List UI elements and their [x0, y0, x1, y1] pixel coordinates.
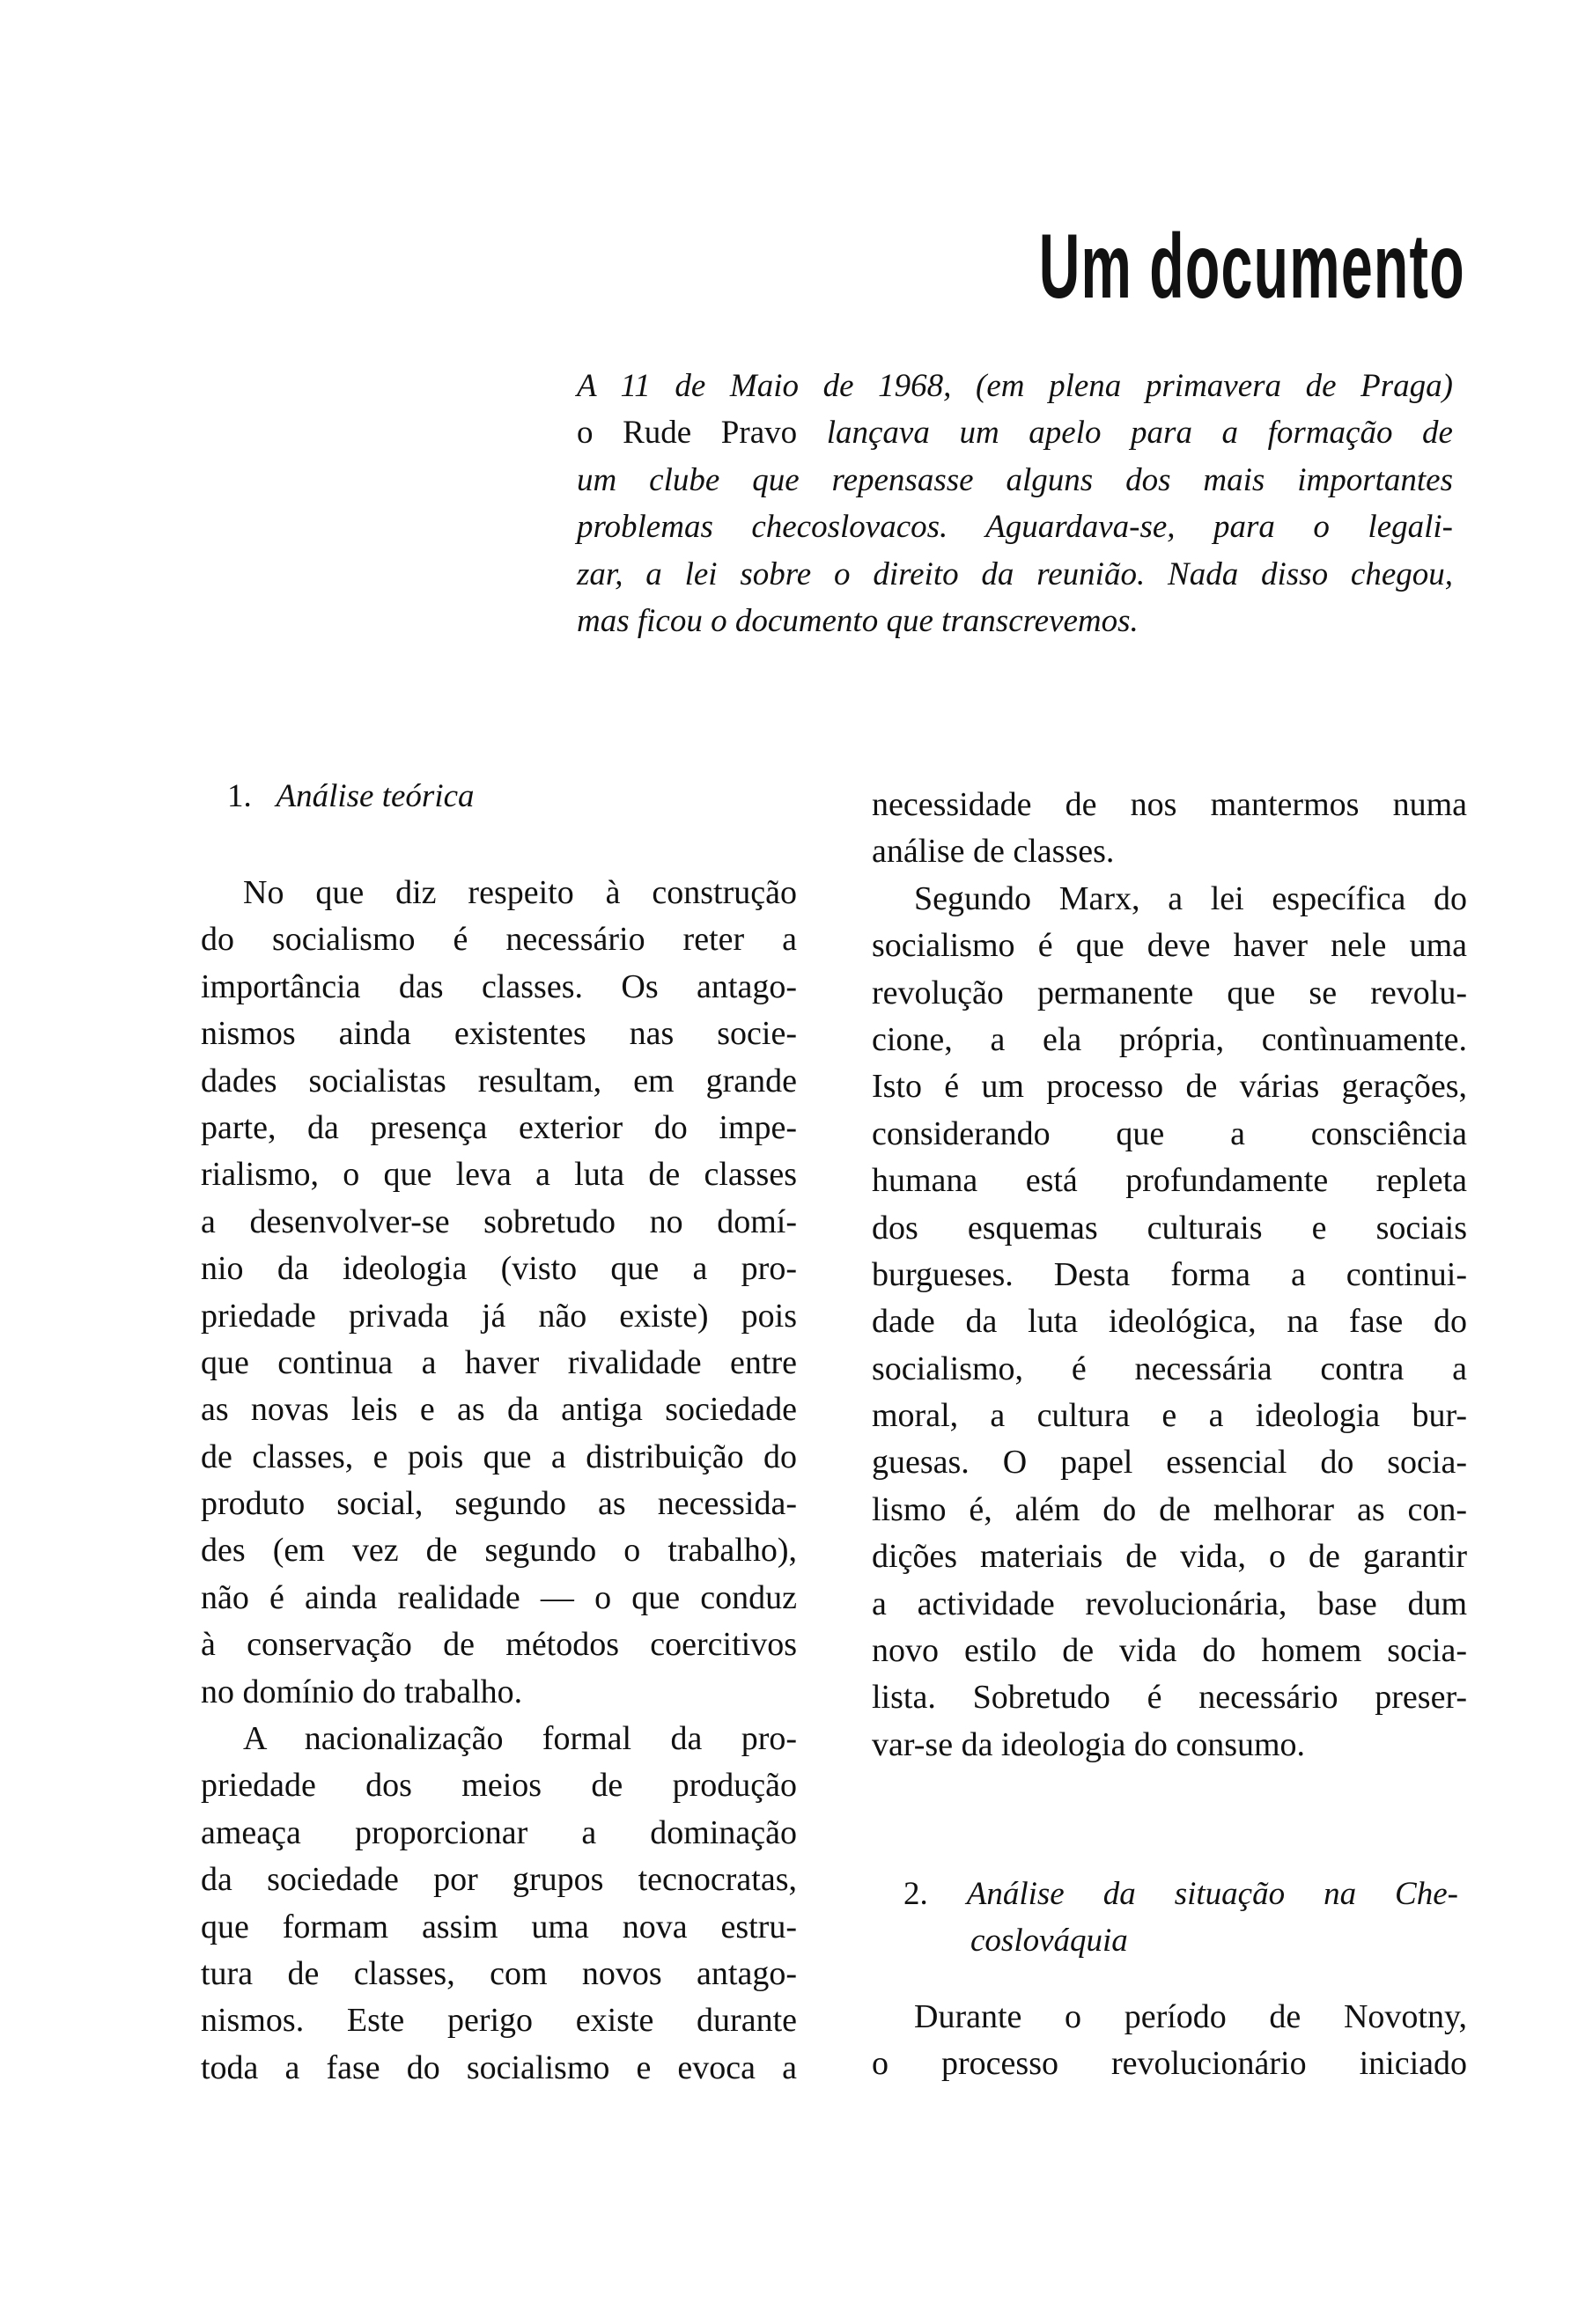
- intro-text: problemas checoslovacos. Aguardava-se, para o legali-: [577, 509, 1453, 546]
- text-line: var-se da ideologia do consumo.: [872, 1725, 1306, 1763]
- text-line: socialismo, é necessária contra a: [872, 1350, 1467, 1387]
- text-line: produto social, segundo as necessida-: [201, 1485, 797, 1523]
- right-column-text: [872, 782, 1467, 1769]
- text-line: dade da luta ideológica, na fase do: [872, 1303, 1467, 1341]
- section-number: 1.: [227, 778, 252, 814]
- section-2-heading: [872, 1871, 1467, 1964]
- text-line: moral, a cultura e a ideologia bur-: [872, 1397, 1467, 1435]
- intro-text: zar, a lei sobre o direito da reunião. Nada disso chegou,: [577, 555, 1453, 592]
- text-line: parte, da presença exterior do impe-: [201, 1108, 797, 1146]
- intro-line: [577, 409, 1453, 456]
- text-line: lismo é, além do de melhorar as con-: [872, 1490, 1467, 1528]
- text-line: considerando que a consciência: [872, 1114, 1467, 1152]
- text-line: importância das classes. Os antago-: [201, 967, 797, 1005]
- text-line: cione, a ela própria, contìnuamente.: [872, 1020, 1467, 1058]
- text-line: humana está profundamente repleta: [872, 1162, 1467, 1200]
- text-line: que continua a haver rivalidade entre: [201, 1343, 797, 1381]
- text-line: A nacionalização formal da pro-: [243, 1720, 797, 1758]
- text-line: dos esquemas culturais e sociais: [872, 1209, 1467, 1247]
- text-line: nismos ainda existentes nas socie-: [201, 1015, 797, 1053]
- text-line: não é ainda realidade — o que conduz: [201, 1578, 797, 1616]
- intro-line: [577, 598, 1453, 644]
- left-column-text: [201, 870, 797, 2092]
- section-2-body: [872, 1994, 1467, 2088]
- intro-line: [577, 457, 1453, 504]
- text-line: da sociedade por grupos tecnocratas,: [201, 1861, 797, 1899]
- text-line: ameaça proporcionar a dominação: [201, 1813, 797, 1851]
- section-2-heading-line-1: [903, 1871, 1458, 1917]
- intro-text: um clube que repensasse alguns dos mais importantes: [577, 461, 1453, 498]
- text-line: lista. Sobretudo é necessário preser-: [872, 1679, 1467, 1717]
- heading-word: situação: [1174, 1876, 1286, 1912]
- intro-text: A 11 de Maio de 1968, (em plena primavera de Praga): [577, 368, 1453, 404]
- text-line: novo estilo de vida do homem socia-: [872, 1632, 1467, 1670]
- intro-line: [577, 551, 1453, 598]
- heading-word: Análise: [966, 1876, 1065, 1912]
- page-title: Um documento: [1038, 216, 1465, 318]
- text-line: rialismo, o que leva a luta de classes: [201, 1156, 797, 1194]
- section-title: Análise teórica: [276, 778, 475, 814]
- text-line: as novas leis e as da antiga sociedade: [201, 1391, 797, 1429]
- text-line: o processo revolucionário iniciado: [872, 2045, 1467, 2083]
- intro-text: mas ficou o documento que transcrevemos.: [577, 602, 1139, 639]
- text-line: No que diz respeito à construção: [243, 874, 797, 911]
- section-1-heading: [227, 773, 475, 820]
- text-line: a actividade revolucionária, base dum: [872, 1585, 1467, 1622]
- publication-name: o Rude Pravo: [577, 415, 798, 452]
- text-line: nio da ideologia (visto que a pro-: [201, 1250, 797, 1288]
- text-line: análise de classes.: [872, 833, 1115, 871]
- text-line: revolução permanente que se revolu-: [872, 974, 1467, 1011]
- heading-word: da: [1102, 1876, 1136, 1912]
- text-line: dades socialistas resultam, em grande: [201, 1062, 797, 1099]
- text-line: que formam assim uma nova estru-: [201, 1908, 797, 1945]
- text-line: a desenvolver-se sobretudo no domí-: [201, 1202, 797, 1240]
- text-line: guesas. O papel essencial do socia-: [872, 1444, 1467, 1482]
- section-number: 2.: [903, 1876, 928, 1912]
- text-line: à conservação de métodos coercitivos: [201, 1626, 797, 1664]
- text-line: priedade dos meios de produção: [201, 1767, 797, 1805]
- text-line: burgueses. Desta forma a continui-: [872, 1255, 1467, 1293]
- text-line: des (em vez de segundo o trabalho),: [201, 1532, 797, 1570]
- text-line: priedade privada já não existe) pois: [201, 1297, 797, 1335]
- text-line: de classes, e pois que a distribuição do: [201, 1438, 797, 1475]
- section-2-heading-line-2: coslováquia: [970, 1923, 1128, 1959]
- text-line: no domínio do trabalho.: [201, 1673, 523, 1710]
- text-line: dições materiais de vida, o de garantir: [872, 1538, 1467, 1576]
- text-line: Segundo Marx, a lei específica do: [914, 879, 1467, 917]
- text-line: nismos. Este perigo existe durante: [201, 2002, 797, 2040]
- text-line: tura de classes, com novos antago-: [201, 1954, 797, 1992]
- heading-word: Che-: [1395, 1876, 1458, 1912]
- text-line: Durante o período de Novotny,: [914, 1998, 1467, 2035]
- text-line: do socialismo é necessário reter a: [201, 921, 797, 959]
- intro-line: [577, 363, 1453, 409]
- text-line: necessidade de nos mantermos numa: [872, 786, 1467, 823]
- text-line: Isto é um processo de várias gerações,: [872, 1068, 1467, 1106]
- heading-word: na: [1324, 1876, 1357, 1912]
- text-line: socialismo é que deve haver nele uma: [872, 927, 1467, 965]
- intro-text: lançava um apelo para a formação de: [797, 415, 1453, 452]
- intro-paragraph: [577, 363, 1453, 644]
- intro-line: [577, 504, 1453, 550]
- text-line: toda a fase do socialismo e evoca a: [201, 2048, 797, 2086]
